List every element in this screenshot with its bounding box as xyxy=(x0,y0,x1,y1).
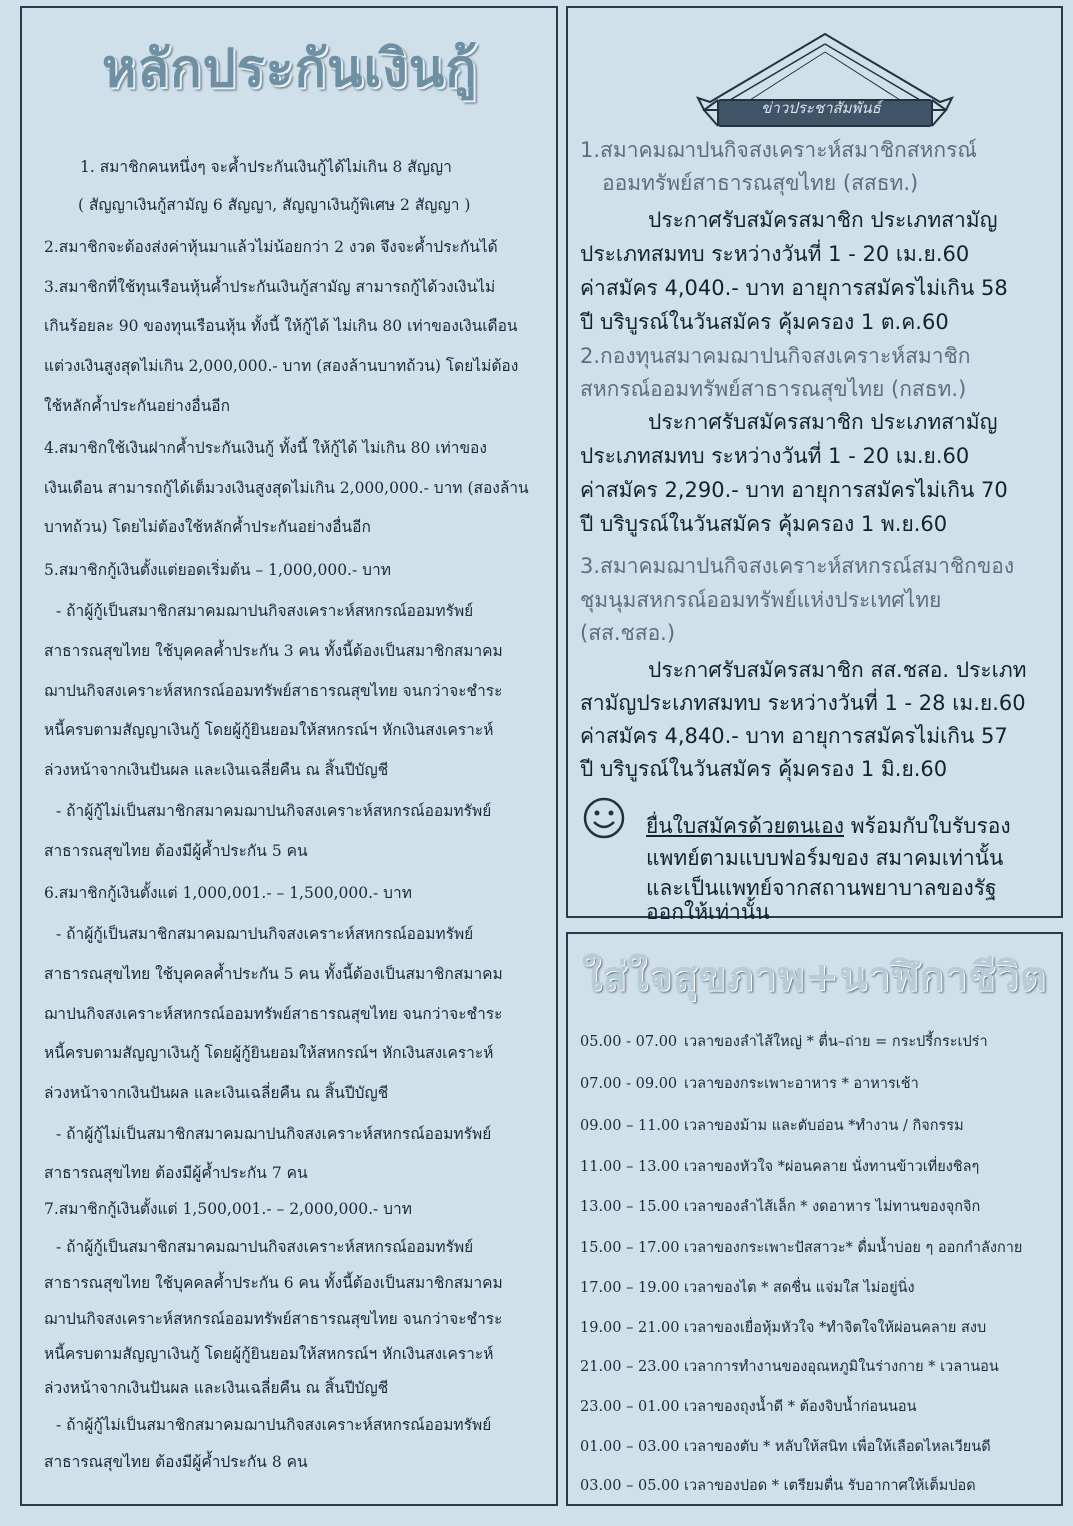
loan-guarantee-panel xyxy=(20,6,558,1506)
announcement-line: ประกาศรับสมัครสมาชิก ประเภทสามัญ xyxy=(648,410,998,434)
rule-line: ใช้หลักค้ำประกันอย่างอื่นอีก xyxy=(44,397,230,415)
announcement-line: ค่าสมัคร 4,040.- บาท อายุการสมัครไม่เกิน 58 xyxy=(580,276,1008,300)
schedule-text: เวลาของถุงน้ำดี * ต้องจิบน้ำก่อนนอน xyxy=(684,1399,917,1415)
schedule-time: 05.00 - 07.00 xyxy=(580,1034,678,1050)
schedule-row xyxy=(580,1114,964,1137)
rule-line: สาธารณสุขไทย ใช้บุคคลค้ำประกัน 5 คน ทั้งนี้ต้องเป็นสมาชิกสมาคม xyxy=(44,965,503,983)
schedule-text: เวลาของลำไส้เล็ก * งดอาหาร ไม่ทานของจุกจิก xyxy=(684,1199,981,1215)
application-notice: ออกให้เท่านั้น xyxy=(646,900,770,924)
schedule-time: 01.00 – 03.00 xyxy=(580,1439,680,1455)
schedule-time: 07.00 - 09.00 xyxy=(580,1076,678,1092)
rule-line: 2.สมาชิกจะต้องส่งค่าหุ้นมาแล้วไม่น้อยกว่า 2 งวด จึงจะค้ำประกันได้ xyxy=(44,238,498,256)
rule-line: หนี้ครบตามสัญญาเงินกู้ โดยผู้กู้ยินยอมให้สหกรณ์ฯ หักเงินสงเคราะห์ xyxy=(44,1044,494,1062)
schedule-time: 21.00 – 23.00 xyxy=(580,1359,680,1375)
schedule-text: เวลาของไต * สดชื่น แจ่มใส ไม่อยู่นิ่ง xyxy=(684,1280,915,1296)
rule-line: 3.สมาชิกที่ใช้ทุนเรือนหุ้นค้ำประกันเงินกู้สามัญ สามารถกู้ได้วงเงินไม่ xyxy=(44,278,496,296)
rule-line: 7.สมาชิกกู้เงินตั้งแต่ 1,500,001.- – 2,000,000.- บาท xyxy=(44,1200,412,1218)
schedule-row xyxy=(580,1395,917,1418)
rule-line: หนี้ครบตามสัญญาเงินกู้ โดยผู้กู้ยินยอมให้สหกรณ์ฯ หักเงินสงเคราะห์ xyxy=(44,1345,494,1363)
application-notice xyxy=(646,810,1011,843)
rule-line: - ถ้าผู้กู้ไม่เป็นสมาชิกสมาคมฌาปนกิจสงเคราะห์สหกรณ์ออมทรัพย์ xyxy=(56,802,492,820)
announcement-line: ปี บริบูรณ์ในวันสมัคร คุ้มครอง 1 ต.ค.60 xyxy=(580,310,949,334)
schedule-time: 13.00 – 15.00 xyxy=(580,1199,680,1215)
rule-line: สาธารณสุขไทย ใช้บุคคลค้ำประกัน 3 คน ทั้งนี้ต้องเป็นสมาชิกสมาคม xyxy=(44,642,503,660)
schedule-row xyxy=(580,1474,976,1497)
schedule-row xyxy=(580,1195,980,1218)
rule-line: ล่วงหน้าจากเงินปันผล และเงินเฉลี่ยคืน ณ สิ้นปีบัญชี xyxy=(44,1379,389,1397)
schedule-text: เวลาของกระเพาะอาหาร * อาหารเช้า xyxy=(684,1076,919,1092)
rule-line: - ถ้าผู้กู้เป็นสมาชิกสมาคมฌาปนกิจสงเคราะห์สหกรณ์ออมทรัพย์ xyxy=(56,925,474,943)
schedule-text: เวลาของม้าม และตับอ่อน *ทำงาน / กิจกรรม xyxy=(684,1118,964,1134)
schedule-time: 17.00 – 19.00 xyxy=(580,1280,680,1296)
schedule-time: 15.00 – 17.00 xyxy=(580,1240,680,1256)
notice-text: พร้อมกับใบรับรอง xyxy=(844,814,1011,838)
body-clock-panel xyxy=(566,932,1063,1506)
schedule-text: เวลาของกระเพาะปัสสาวะ* ดื่มน้ำบ่อย ๆ ออกกำลังกาย xyxy=(684,1240,1023,1256)
rule-line: 4.สมาชิกใช้เงินฝากค้ำประกันเงินกู้ ทั้งนี้ ให้กู้ได้ ไม่เกิน 80 เท่าของ xyxy=(44,439,487,457)
schedule-time: 03.00 – 05.00 xyxy=(580,1478,680,1494)
announcement-line: ค่าสมัคร 4,840.- บาท อายุการสมัครไม่เกิน 57 xyxy=(580,724,1008,748)
rule-line: - ถ้าผู้กู้เป็นสมาชิกสมาคมฌาปนกิจสงเคราะห์สหกรณ์ออมทรัพย์ xyxy=(56,602,474,620)
body-clock-title: ใส่ใจสุขภาพ+นาฬิกาชีวิต xyxy=(582,954,1047,1000)
announcement-heading: 3.สมาคมฌาปนกิจสงเคราะห์สหกรณ์สมาชิกของ xyxy=(580,554,1015,578)
rule-line: ฌาปนกิจสงเคราะห์สหกรณ์ออมทรัพย์สาธารณสุขไทย จนกว่าจะชำระ xyxy=(44,1005,503,1023)
announcement-heading: ออมทรัพย์สาธารณสุขไทย (สสธท.) xyxy=(602,171,919,195)
announcement-line: ปี บริบูรณ์ในวันสมัคร คุ้มครอง 1 พ.ย.60 xyxy=(580,512,948,536)
schedule-text: เวลาของตับ * หลับให้สนิท เพื่อให้เลือดไหลเวียนดี xyxy=(684,1439,991,1455)
rule-line: ฌาปนกิจสงเคราะห์สหกรณ์ออมทรัพย์สาธารณสุขไทย จนกว่าจะชำระ xyxy=(44,682,503,700)
rule-line: ล่วงหน้าจากเงินปันผล และเงินเฉลี่ยคืน ณ สิ้นปีบัญชี xyxy=(44,1084,389,1102)
schedule-row xyxy=(580,1316,986,1339)
rule-line: สาธารณสุขไทย ต้องมีผู้ค้ำประกัน 7 คน xyxy=(44,1164,308,1182)
announcement-heading: (สส.ชสอ.) xyxy=(580,621,676,645)
announcement-heading: ชุมนุมสหกรณ์ออมทรัพย์แห่งประเทศไทย xyxy=(580,588,942,612)
rule-line: สาธารณสุขไทย ต้องมีผู้ค้ำประกัน 8 คน xyxy=(44,1453,308,1471)
schedule-row xyxy=(580,1276,915,1299)
rule-line: ล่วงหน้าจากเงินปันผล และเงินเฉลี่ยคืน ณ สิ้นปีบัญชี xyxy=(44,761,389,779)
schedule-row xyxy=(580,1435,991,1458)
schedule-row xyxy=(580,1030,988,1053)
rule-line: แต่วงเงินสูงสุดไม่เกิน 2,000,000.- บาท (สองล้านบาทถ้วน) โดยไม่ต้อง xyxy=(44,357,519,375)
schedule-row xyxy=(580,1236,1022,1259)
announcement-panel xyxy=(566,6,1063,924)
rule-line: 6.สมาชิกกู้เงินตั้งแต่ 1,000,001.- – 1,500,000.- บาท xyxy=(44,884,412,902)
schedule-text: เวลาของลำไส้ใหญ่ * ตื่น–ถ่าย = กระปรี้กระเปร่า xyxy=(684,1034,988,1050)
banner-label: ข่าวประชาสัมพันธ์ xyxy=(761,99,881,117)
smiley-face-icon xyxy=(582,796,626,840)
schedule-text: เวลาของปอด * เตรียมตื่น รับอากาศให้เต็มปอด xyxy=(684,1478,976,1494)
schedule-row xyxy=(580,1072,919,1095)
rule-line: 1. สมาชิกคนหนึ่งๆ จะค้ำประกันเงินกู้ได้ไม่เกิน 8 สัญญา xyxy=(80,158,452,176)
rule-line: - ถ้าผู้กู้ไม่เป็นสมาชิกสมาคมฌาปนกิจสงเคราะห์สหกรณ์ออมทรัพย์ xyxy=(56,1125,492,1143)
rule-line: ฌาปนกิจสงเคราะห์สหกรณ์ออมทรัพย์สาธารณสุขไทย จนกว่าจะชำระ xyxy=(44,1310,503,1328)
announcement-line: ค่าสมัคร 2,290.- บาท อายุการสมัครไม่เกิน 70 xyxy=(580,478,1008,502)
schedule-row xyxy=(580,1355,999,1378)
announcement-line: สามัญประเภทสมทบ ระหว่างวันที่ 1 - 28 เม.ย.60 xyxy=(580,691,1026,715)
rule-line: หนี้ครบตามสัญญาเงินกู้ โดยผู้กู้ยินยอมให้สหกรณ์ฯ หักเงินสงเคราะห์ xyxy=(44,721,494,739)
rule-line: เงินเดือน สามารถกู้ได้เต็มวงเงินสูงสุดไม่เกิน 2,000,000.- บาท (สองล้าน xyxy=(44,479,529,497)
schedule-time: 19.00 – 21.00 xyxy=(580,1320,680,1336)
rule-line: สาธารณสุขไทย ต้องมีผู้ค้ำประกัน 5 คน xyxy=(44,842,308,860)
rule-line: 5.สมาชิกกู้เงินตั้งแต่ยอดเริ่มต้น – 1,000,000.- บาท xyxy=(44,561,391,579)
schedule-time: 09.00 – 11.00 xyxy=(580,1118,680,1134)
application-notice: และเป็นแพทย์จากสถานพยาบาลของรัฐ xyxy=(646,876,997,900)
announcement-heading: 2.กองทุนสมาคมฌาปนกิจสงเคราะห์สมาชิก xyxy=(580,344,971,368)
application-notice: แพทย์ตามแบบฟอร์มของ สมาคมเท่านั้น xyxy=(646,846,1004,870)
schedule-time: 23.00 – 01.00 xyxy=(580,1399,680,1415)
notice-emphasis: ยื่นใบสมัครด้วยตนเอง xyxy=(646,814,845,838)
rule-line: - ถ้าผู้กู้ไม่เป็นสมาชิกสมาคมฌาปนกิจสงเคราะห์สหกรณ์ออมทรัพย์ xyxy=(56,1416,492,1434)
schedule-row xyxy=(580,1155,979,1178)
schedule-time: 11.00 – 13.00 xyxy=(580,1159,680,1175)
rule-line: - ถ้าผู้กู้เป็นสมาชิกสมาคมฌาปนกิจสงเคราะห์สหกรณ์ออมทรัพย์ xyxy=(56,1238,474,1256)
loan-guarantee-title: หลักประกันเงินกู้ xyxy=(102,39,478,99)
schedule-text: เวลาการทำงานของอุณหภูมิในร่างกาย * เวลานอน xyxy=(684,1359,999,1375)
announcement-line: ประกาศรับสมัครสมาชิก ประเภทสามัญ xyxy=(648,208,998,232)
rule-line: บาทถ้วน) โดยไม่ต้องใช้หลักค้ำประกันอย่างอื่นอีก xyxy=(44,518,371,536)
rule-line: ( สัญญาเงินกู้สามัญ 6 สัญญา, สัญญาเงินกู้พิเศษ 2 สัญญา ) xyxy=(78,196,471,214)
schedule-text: เวลาของเยื่อหุ้มหัวใจ *ทำจิตใจให้ผ่อนคลาย สงบ xyxy=(684,1320,987,1336)
announcement-heading: 1.สมาคมฌาปนกิจสงเคราะห์สมาชิกสหกรณ์ xyxy=(580,138,977,162)
rule-line: เกินร้อยละ 90 ของทุนเรือนหุ้น ทั้งนี้ ให้กู้ได้ ไม่เกิน 80 เท่าของเงินเดือน xyxy=(44,317,518,335)
announcement-line: ประเภทสมทบ ระหว่างวันที่ 1 - 20 เม.ย.60 xyxy=(580,242,970,266)
announcement-heading: สหกรณ์ออมทรัพย์สาธารณสุขไทย (กสธท.) xyxy=(580,377,967,401)
rule-line: สาธารณสุขไทย ใช้บุคคลค้ำประกัน 6 คน ทั้งนี้ต้องเป็นสมาชิกสมาคม xyxy=(44,1274,503,1292)
announcement-line: ปี บริบูรณ์ในวันสมัคร คุ้มครอง 1 มิ.ย.60 xyxy=(580,757,948,781)
announcement-line: ประเภทสมทบ ระหว่างวันที่ 1 - 20 เม.ย.60 xyxy=(580,444,970,468)
schedule-text: เวลาของหัวใจ *ผ่อนคลาย นั่งทานข้าวเที่ยงชิลๆ xyxy=(684,1159,980,1175)
announcement-line: ประกาศรับสมัครสมาชิก สส.ชสอ. ประเภท xyxy=(648,658,1027,682)
